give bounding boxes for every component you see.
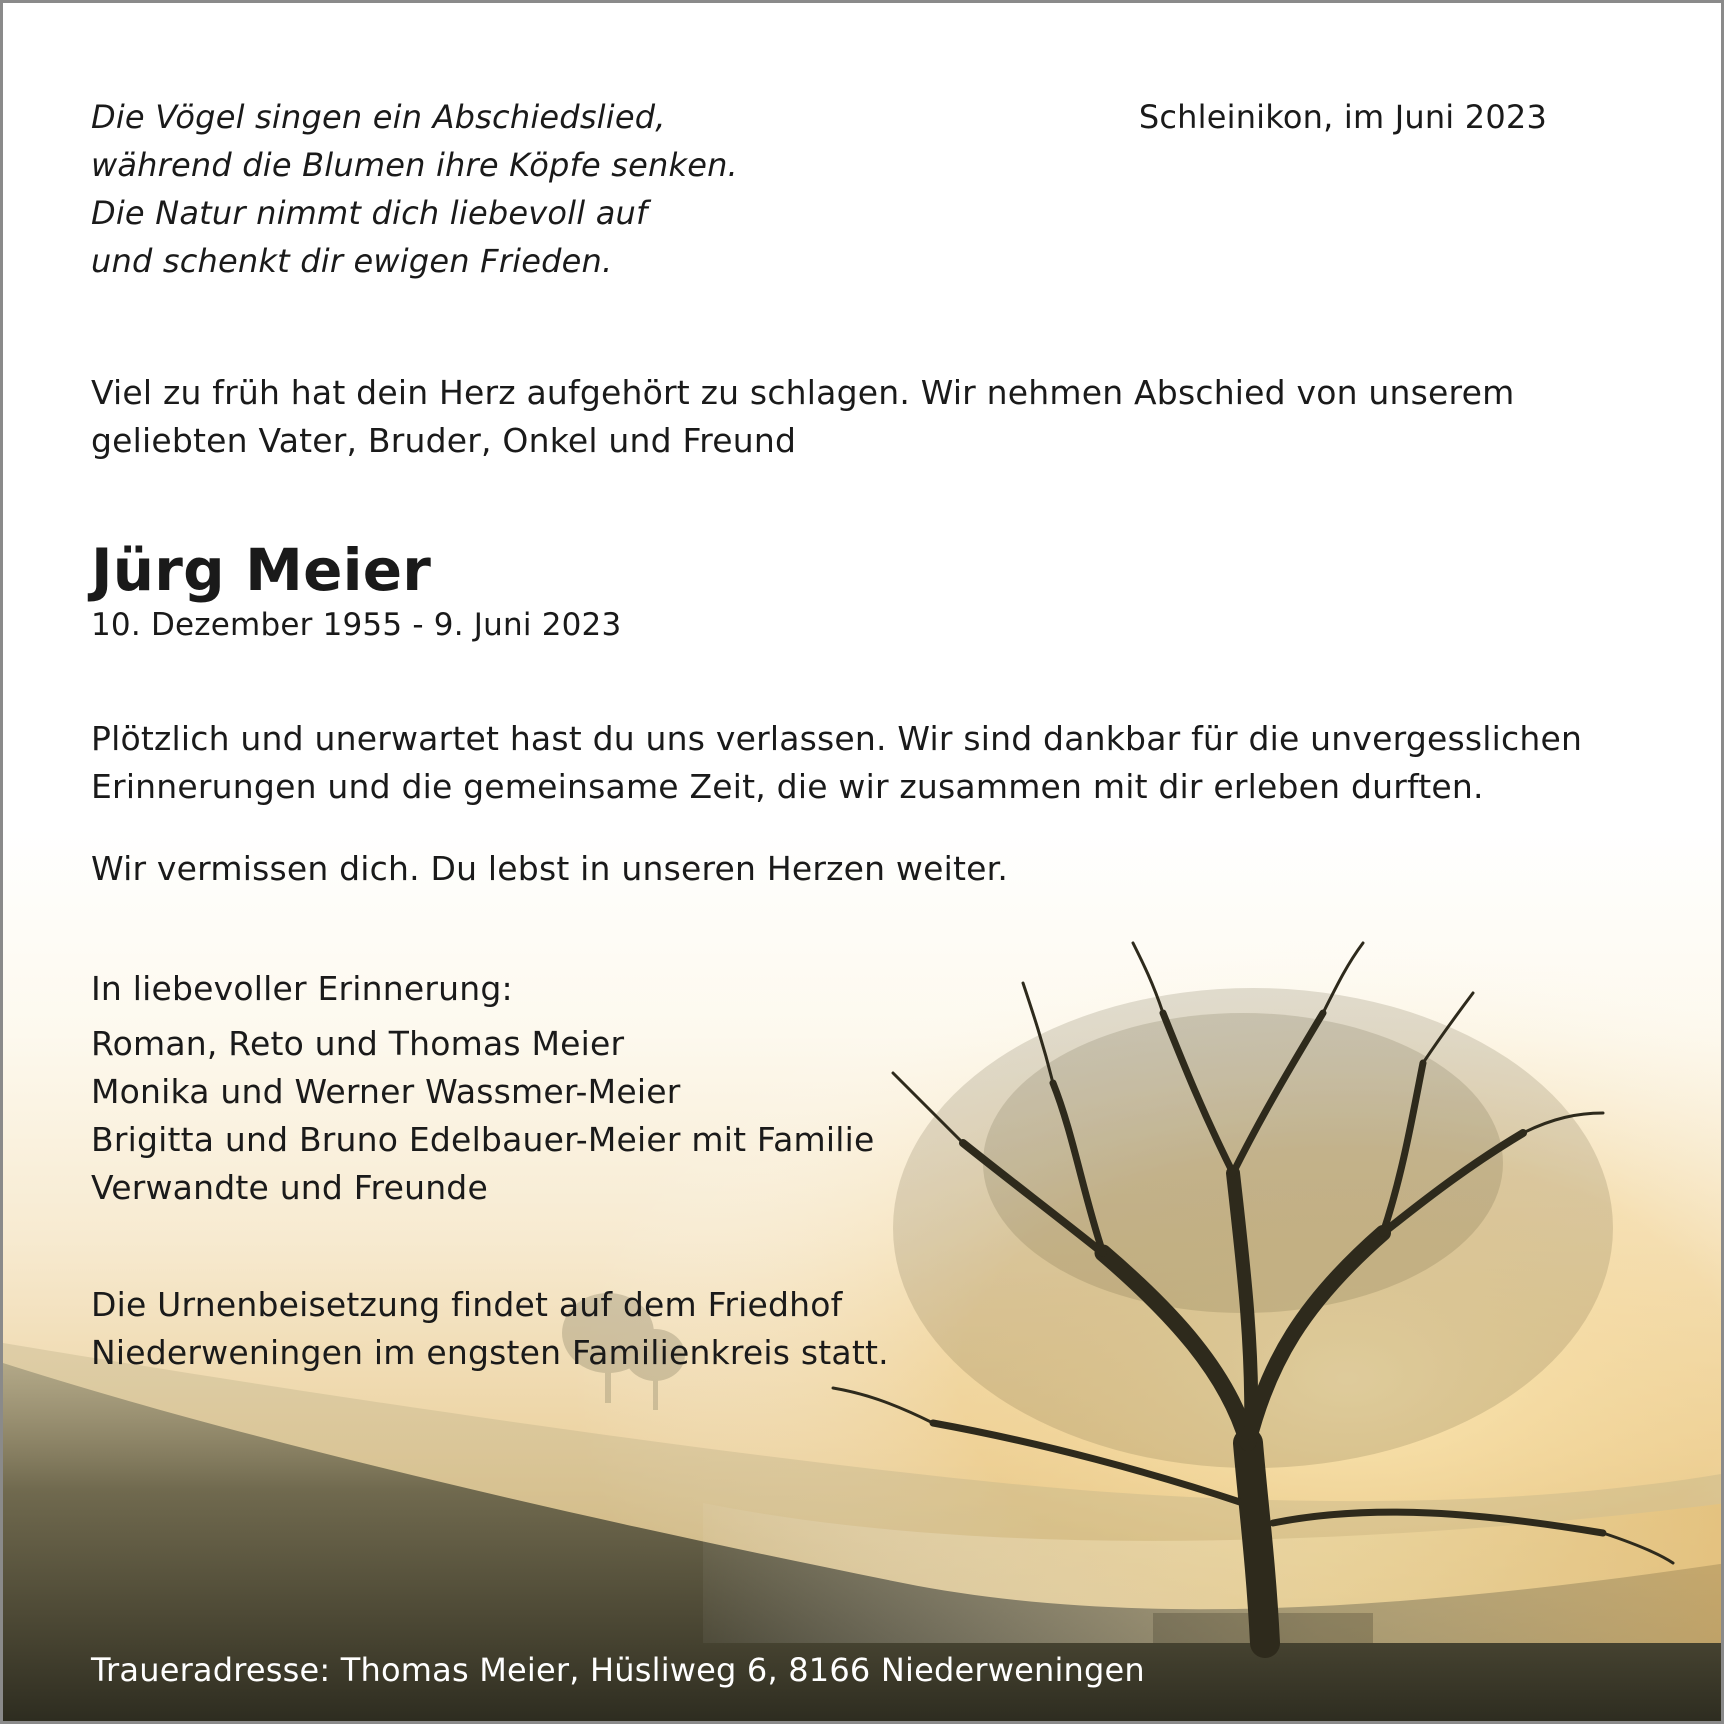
mourner-line: Monika und Werner Wassmer-Meier (91, 1072, 681, 1111)
intro-text: Viel zu früh hat dein Herz aufgehört zu schlagen. Wir nehmen Abschied von unserem geliebten Vater, Bruder, Onkel und Freund (91, 373, 1515, 460)
closing-line: Wir vermissen dich. Du lebst in unseren Herzen weiter. (91, 849, 1009, 888)
mourner-line: Verwandte und Freunde (91, 1168, 488, 1207)
remembrance-paragraph: Plötzlich und unerwartet hast du uns verlassen. Wir sind dankbar für die unvergesslichen Erinnerungen und die gemeinsame Zeit, die wir zusammen mit dir erleben durften. (91, 719, 1583, 806)
poem-line: Die Vögel singen ein Abschiedslied, (91, 98, 666, 136)
mourning-address: Traueradresse: Thomas Meier, Hüsliweg 6, 8166 Niederweningen (91, 1651, 1145, 1689)
poem-line: während die Blumen ihre Köpfe senken. (91, 146, 738, 184)
burial-notice: Die Urnenbeisetzung findet auf dem Friedhof Niederweningen im engsten Familienkreis statt. (91, 1285, 889, 1372)
poem-line: Die Natur nimmt dich liebevoll auf (91, 194, 648, 232)
memory-label: In liebevoller Erinnerung: (91, 969, 513, 1008)
poem (91, 93, 738, 285)
poem-line: und schenkt dir ewigen Frieden. (91, 242, 613, 280)
mourner-line: Brigitta und Bruno Edelbauer-Meier mit Familie (91, 1120, 875, 1159)
place-and-date: Schleinikon, im Juni 2023 (1138, 98, 1547, 136)
mourners-list (91, 1020, 874, 1212)
deceased-name: Jürg Meier (91, 536, 432, 604)
mourner-line: Roman, Reto und Thomas Meier (91, 1024, 625, 1063)
life-dates: 10. Dezember 1955 - 9. Juni 2023 (91, 607, 622, 643)
